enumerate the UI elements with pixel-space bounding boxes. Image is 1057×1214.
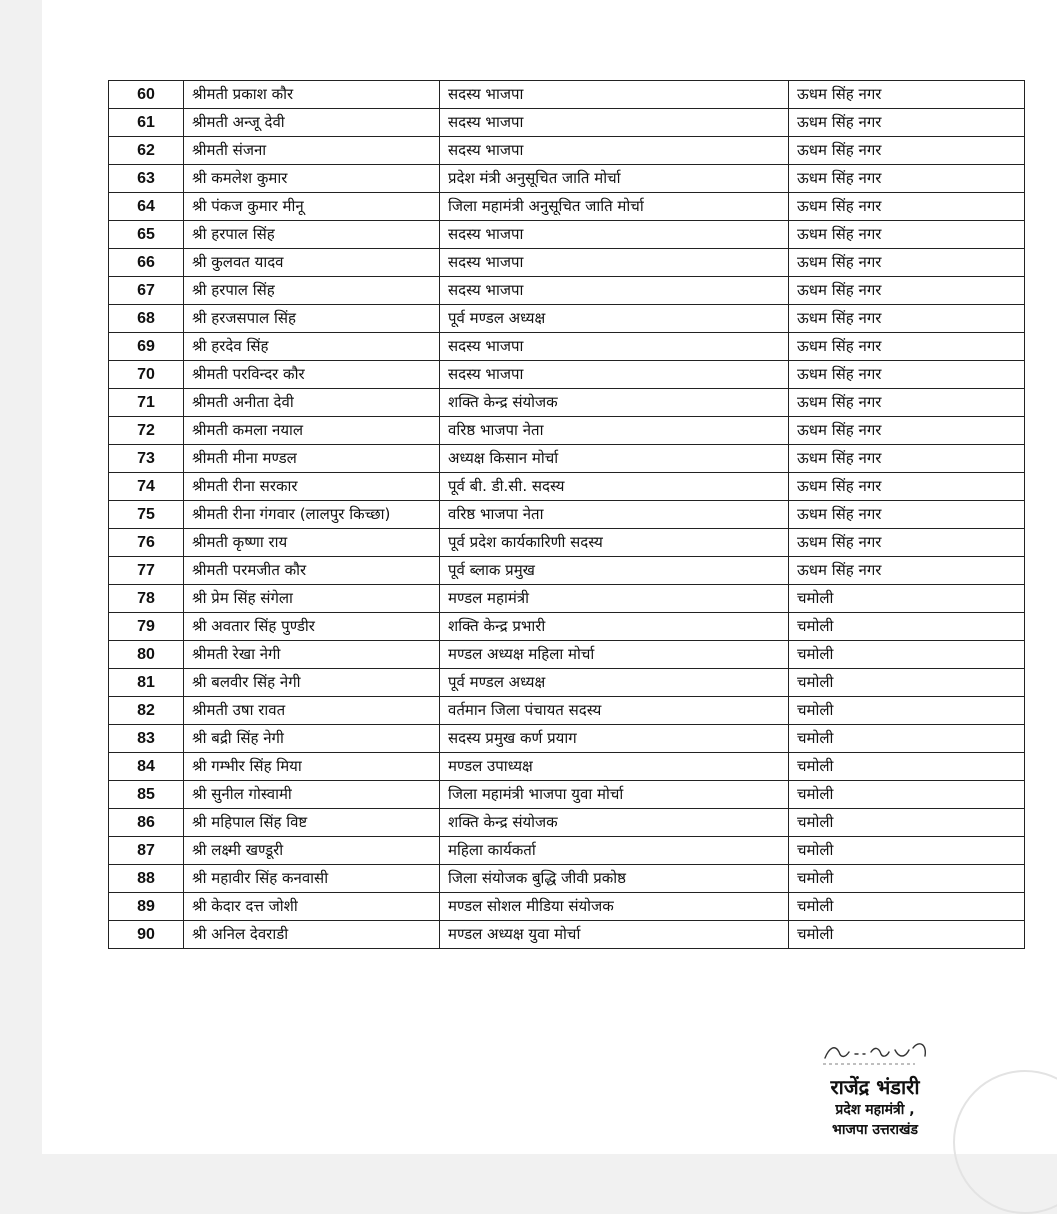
member-district-cell: ऊधम सिंह नगर xyxy=(789,165,1025,193)
serial-number-cell: 81 xyxy=(109,669,184,697)
member-name-cell: श्रीमती कमला नयाल xyxy=(184,417,440,445)
table-row xyxy=(109,137,1025,165)
member-name-cell: श्री कुलवत यादव xyxy=(184,249,440,277)
table-row xyxy=(109,585,1025,613)
table-row xyxy=(109,193,1025,221)
table-row xyxy=(109,837,1025,865)
member-name-cell: श्रीमती अन्जू देवी xyxy=(184,109,440,137)
member-name-cell: श्रीमती संजना xyxy=(184,137,440,165)
member-name-cell: श्री पंकज कुमार मीनू xyxy=(184,193,440,221)
table-row xyxy=(109,865,1025,893)
member-name-cell: श्रीमती कृष्णा राय xyxy=(184,529,440,557)
table-row xyxy=(109,389,1025,417)
member-name-cell: श्री केदार दत्त जोशी xyxy=(184,893,440,921)
member-position-cell: वरिष्ठ भाजपा नेता xyxy=(440,501,789,529)
member-name-cell: श्री हरपाल सिंह xyxy=(184,277,440,305)
signatory-designation: प्रदेश महामंत्री , xyxy=(835,1102,915,1118)
member-name-cell: श्री हरपाल सिंह xyxy=(184,221,440,249)
member-position-cell: पूर्व प्रदेश कार्यकारिणी सदस्य xyxy=(440,529,789,557)
table-row xyxy=(109,361,1025,389)
member-name-cell: श्रीमती परविन्दर कौर xyxy=(184,361,440,389)
document-page xyxy=(42,0,1057,1154)
member-district-cell: चमोली xyxy=(789,641,1025,669)
table-row xyxy=(109,697,1025,725)
member-position-cell: पूर्व बी. डी.सी. सदस्य xyxy=(440,473,789,501)
member-name-cell: श्रीमती रीना सरकार xyxy=(184,473,440,501)
table-row xyxy=(109,669,1025,697)
serial-number-cell: 88 xyxy=(109,865,184,893)
table-row xyxy=(109,445,1025,473)
member-name-cell: श्रीमती रीना गंगवार (लालपुर किच्छा) xyxy=(184,501,440,529)
member-district-cell: ऊधम सिंह नगर xyxy=(789,445,1025,473)
member-position-cell: जिला महामंत्री भाजपा युवा मोर्चा xyxy=(440,781,789,809)
member-name-cell: श्रीमती परमजीत कौर xyxy=(184,557,440,585)
member-name-cell: श्री हरजसपाल सिंह xyxy=(184,305,440,333)
member-name-cell: श्रीमती मीना मण्डल xyxy=(184,445,440,473)
table-row xyxy=(109,81,1025,109)
member-name-cell: श्रीमती अनीता देवी xyxy=(184,389,440,417)
member-district-cell: चमोली xyxy=(789,893,1025,921)
member-district-cell: ऊधम सिंह नगर xyxy=(789,109,1025,137)
member-name-cell: श्री अनिल देवराडी xyxy=(184,921,440,949)
serial-number-cell: 65 xyxy=(109,221,184,249)
member-name-cell: श्री प्रेम सिंह संगेला xyxy=(184,585,440,613)
member-district-cell: ऊधम सिंह नगर xyxy=(789,193,1025,221)
member-name-cell: श्री महिपाल सिंह विष्ट xyxy=(184,809,440,837)
member-district-cell: चमोली xyxy=(789,697,1025,725)
table-row xyxy=(109,165,1025,193)
table-row xyxy=(109,557,1025,585)
member-district-cell: ऊधम सिंह नगर xyxy=(789,81,1025,109)
member-district-cell: चमोली xyxy=(789,753,1025,781)
signatory-name: राजेंद्र भंडारी xyxy=(830,1075,920,1099)
member-position-cell: सदस्य भाजपा xyxy=(440,137,789,165)
member-position-cell: शक्ति केन्द्र संयोजक xyxy=(440,809,789,837)
member-district-cell: ऊधम सिंह नगर xyxy=(789,361,1025,389)
member-position-cell: पूर्व मण्डल अध्यक्ष xyxy=(440,305,789,333)
table-row xyxy=(109,753,1025,781)
table-row xyxy=(109,473,1025,501)
member-district-cell: ऊधम सिंह नगर xyxy=(789,501,1025,529)
serial-number-cell: 78 xyxy=(109,585,184,613)
table-row xyxy=(109,109,1025,137)
handwritten-signature xyxy=(815,1030,935,1070)
table-row xyxy=(109,641,1025,669)
serial-number-cell: 87 xyxy=(109,837,184,865)
member-position-cell: सदस्य भाजपा xyxy=(440,109,789,137)
serial-number-cell: 71 xyxy=(109,389,184,417)
member-position-cell: सदस्य भाजपा xyxy=(440,249,789,277)
member-position-cell: सदस्य भाजपा xyxy=(440,361,789,389)
member-position-cell: महिला कार्यकर्ता xyxy=(440,837,789,865)
serial-number-cell: 83 xyxy=(109,725,184,753)
member-district-cell: ऊधम सिंह नगर xyxy=(789,221,1025,249)
member-district-cell: ऊधम सिंह नगर xyxy=(789,557,1025,585)
serial-number-cell: 82 xyxy=(109,697,184,725)
member-district-cell: ऊधम सिंह नगर xyxy=(789,529,1025,557)
serial-number-cell: 67 xyxy=(109,277,184,305)
serial-number-cell: 60 xyxy=(109,81,184,109)
member-position-cell: मण्डल सोशल मीडिया संयोजक xyxy=(440,893,789,921)
member-district-cell: चमोली xyxy=(789,781,1025,809)
table-row xyxy=(109,921,1025,949)
member-name-cell: श्री बलवीर सिंह नेगी xyxy=(184,669,440,697)
table-row xyxy=(109,277,1025,305)
member-district-cell: ऊधम सिंह नगर xyxy=(789,137,1025,165)
member-name-cell: श्री गम्भीर सिंह मिया xyxy=(184,753,440,781)
serial-number-cell: 79 xyxy=(109,613,184,641)
member-position-cell: शक्ति केन्द्र प्रभारी xyxy=(440,613,789,641)
member-position-cell: सदस्य भाजपा xyxy=(440,221,789,249)
serial-number-cell: 61 xyxy=(109,109,184,137)
table-row xyxy=(109,333,1025,361)
member-name-cell: श्री सुनील गोस्वामी xyxy=(184,781,440,809)
member-name-cell: श्री लक्ष्मी खण्डूरी xyxy=(184,837,440,865)
member-name-cell: श्री हरदेव सिंह xyxy=(184,333,440,361)
member-district-cell: ऊधम सिंह नगर xyxy=(789,277,1025,305)
serial-number-cell: 73 xyxy=(109,445,184,473)
member-name-cell: श्रीमती उषा रावत xyxy=(184,697,440,725)
member-position-cell: वर्तमान जिला पंचायत सदस्य xyxy=(440,697,789,725)
serial-number-cell: 70 xyxy=(109,361,184,389)
member-district-cell: चमोली xyxy=(789,613,1025,641)
signature-block xyxy=(800,1030,950,1140)
member-name-cell: श्रीमती प्रकाश कौर xyxy=(184,81,440,109)
table-row xyxy=(109,893,1025,921)
member-position-cell: सदस्य भाजपा xyxy=(440,277,789,305)
member-district-cell: चमोली xyxy=(789,669,1025,697)
member-district-cell: ऊधम सिंह नगर xyxy=(789,333,1025,361)
table-row xyxy=(109,529,1025,557)
table-row xyxy=(109,725,1025,753)
serial-number-cell: 74 xyxy=(109,473,184,501)
member-list-table xyxy=(108,80,1025,949)
member-name-cell: श्रीमती रेखा नेगी xyxy=(184,641,440,669)
serial-number-cell: 62 xyxy=(109,137,184,165)
serial-number-cell: 84 xyxy=(109,753,184,781)
member-district-cell: ऊधम सिंह नगर xyxy=(789,417,1025,445)
serial-number-cell: 68 xyxy=(109,305,184,333)
serial-number-cell: 66 xyxy=(109,249,184,277)
member-position-cell: सदस्य भाजपा xyxy=(440,333,789,361)
member-district-cell: चमोली xyxy=(789,809,1025,837)
member-position-cell: प्रदेश मंत्री अनुसूचित जाति मोर्चा xyxy=(440,165,789,193)
member-position-cell: अध्यक्ष किसान मोर्चा xyxy=(440,445,789,473)
member-name-cell: श्री बद्री सिंह नेगी xyxy=(184,725,440,753)
table-row xyxy=(109,809,1025,837)
serial-number-cell: 75 xyxy=(109,501,184,529)
table-row xyxy=(109,417,1025,445)
serial-number-cell: 80 xyxy=(109,641,184,669)
member-position-cell: मण्डल उपाध्यक्ष xyxy=(440,753,789,781)
member-position-cell: शक्ति केन्द्र संयोजक xyxy=(440,389,789,417)
member-name-cell: श्री महावीर सिंह कनवासी xyxy=(184,865,440,893)
member-district-cell: चमोली xyxy=(789,837,1025,865)
serial-number-cell: 72 xyxy=(109,417,184,445)
member-position-cell: जिला संयोजक बुद्धि जीवी प्रकोष्ठ xyxy=(440,865,789,893)
serial-number-cell: 89 xyxy=(109,893,184,921)
member-district-cell: चमोली xyxy=(789,865,1025,893)
member-position-cell: पूर्व मण्डल अध्यक्ष xyxy=(440,669,789,697)
member-district-cell: ऊधम सिंह नगर xyxy=(789,389,1025,417)
serial-number-cell: 64 xyxy=(109,193,184,221)
member-position-cell: मण्डल महामंत्री xyxy=(440,585,789,613)
serial-number-cell: 63 xyxy=(109,165,184,193)
member-position-cell: सदस्य प्रमुख कर्ण प्रयाग xyxy=(440,725,789,753)
member-position-cell: जिला महामंत्री अनुसूचित जाति मोर्चा xyxy=(440,193,789,221)
serial-number-cell: 86 xyxy=(109,809,184,837)
serial-number-cell: 77 xyxy=(109,557,184,585)
table-row xyxy=(109,781,1025,809)
member-position-cell: मण्डल अध्यक्ष युवा मोर्चा xyxy=(440,921,789,949)
member-district-cell: ऊधम सिंह नगर xyxy=(789,305,1025,333)
serial-number-cell: 90 xyxy=(109,921,184,949)
signatory-organisation: भाजपा उत्तराखंड xyxy=(832,1122,918,1138)
member-position-cell: वरिष्ठ भाजपा नेता xyxy=(440,417,789,445)
table-row xyxy=(109,305,1025,333)
member-position-cell: सदस्य भाजपा xyxy=(440,81,789,109)
page-curl-decoration xyxy=(953,1070,1057,1214)
member-district-cell: चमोली xyxy=(789,585,1025,613)
member-name-cell: श्री अवतार सिंह पुण्डीर xyxy=(184,613,440,641)
member-position-cell: मण्डल अध्यक्ष महिला मोर्चा xyxy=(440,641,789,669)
serial-number-cell: 69 xyxy=(109,333,184,361)
member-name-cell: श्री कमलेश कुमार xyxy=(184,165,440,193)
serial-number-cell: 76 xyxy=(109,529,184,557)
table-row xyxy=(109,613,1025,641)
member-district-cell: ऊधम सिंह नगर xyxy=(789,473,1025,501)
table-row xyxy=(109,501,1025,529)
table-row xyxy=(109,221,1025,249)
member-list-body xyxy=(109,81,1025,949)
member-district-cell: चमोली xyxy=(789,725,1025,753)
member-position-cell: पूर्व ब्लाक प्रमुख xyxy=(440,557,789,585)
member-district-cell: चमोली xyxy=(789,921,1025,949)
member-district-cell: ऊधम सिंह नगर xyxy=(789,249,1025,277)
table-row xyxy=(109,249,1025,277)
serial-number-cell: 85 xyxy=(109,781,184,809)
